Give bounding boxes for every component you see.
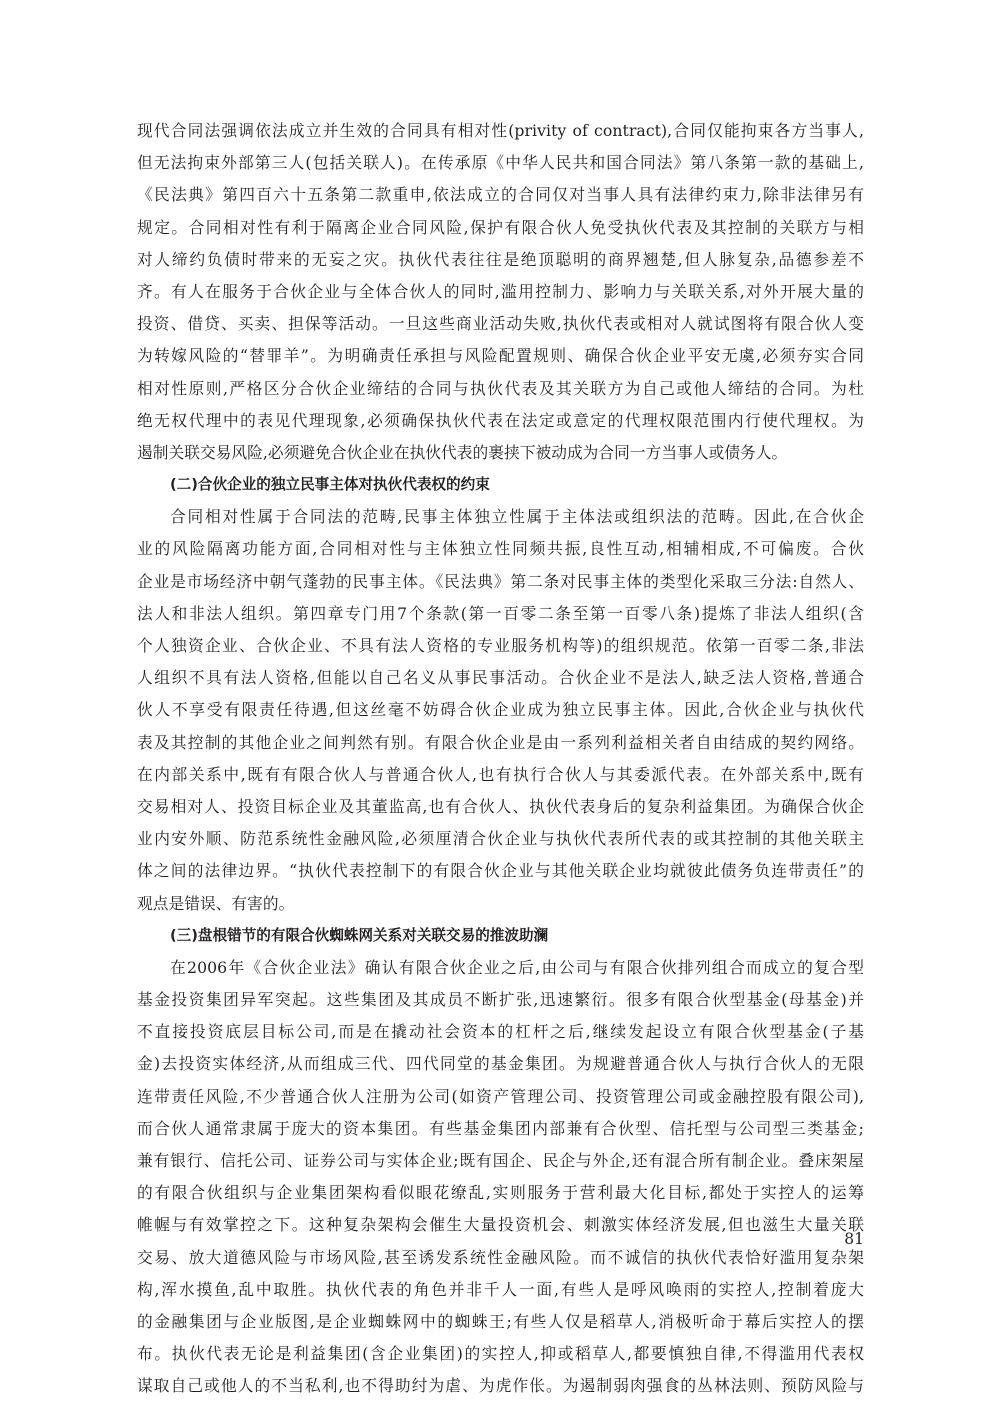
text-line: 帷幄与有效掌控之下。这种复杂架构会催生大量投资机会、刺激实体经济发展,但也滋生大量关联: [137, 1215, 864, 1235]
text-line: 金)去投资实体经济,从而组成三代、四代同堂的基金集团。为规避普通合伙人与执行合伙人的无限: [137, 1054, 864, 1074]
text-line: 业的风险隔离功能方面,合同相对性与主体独立性同频共振,良性互动,相辅相成,不可偏废。合伙: [137, 539, 864, 559]
text-line: 法人和非法人组织。第四章专门用7个条款(第一百零二条至第一百零八条)提炼了非法人组织(含: [137, 603, 864, 623]
text-line: 现代合同法强调依法成立并生效的合同具有相对性(privity of contract),合同仅能拘束各方当事人,: [137, 121, 864, 140]
text-line: 投资、借贷、买卖、担保等活动。一旦这些商业活动失败,执伙代表或相对人就试图将有限合伙人变: [137, 314, 864, 334]
text-line: 谋取自己或他人的不当私利,也不得助纣为虐、为虎作伥。为遏制弱肉强食的丛林法则、预防风险与: [137, 1376, 864, 1396]
section-heading-2: (二)合伙企业的独立民事主体对执伙代表权的约束: [170, 476, 490, 494]
page-number: 81: [844, 1230, 864, 1248]
text-line: 《民法典》第四百六十五条第二款重申,依法成立的合同仅对当事人具有法律约束力,除非法律另有: [137, 185, 864, 205]
text-line: 而合伙人通常隶属于庞大的资本集团。有些基金集团内部兼有合伙型、信托型与公司型三类基金;: [137, 1118, 864, 1138]
text-line: 的金融集团与企业版图,是企业蜘蛛网中的蜘蛛王;有些人仅是稻草人,消极听命于幕后实控人的摆: [137, 1311, 864, 1331]
text-line: 相对性原则,严格区分合伙企业缔结的合同与执伙代表及其关联方为自己或他人缔结的合同。为杜: [137, 378, 864, 398]
text-line: 个人独资企业、合伙企业、不具有法人资格的专业服务机构等)的组织规范。依第一百零二条,非法: [137, 636, 864, 655]
section-heading-3: (三)盘根错节的有限合伙蜘蛛网关系对关联交易的推波助澜: [170, 926, 549, 944]
text-line: 的有限合伙组织与企业集团架构看似眼花缭乱,实则服务于营利最大化目标,都处于实控人的运筹: [137, 1183, 864, 1203]
text-line: 布。执伙代表无论是利益集团(含企业集团)的实控人,抑或稻草人,都要慎独自律,不得滥用代表权: [137, 1344, 864, 1364]
text-line: 业内安外顺、防范系统性金融风险,必须厘清合伙企业与执伙代表所代表的或其控制的其他关联主: [137, 829, 864, 849]
text-line: 遏制关联交易风险,必须避免合伙企业在执伙代表的裹挟下被动成为合同一方当事人或债务人。: [137, 442, 788, 462]
text-line: 在2006年《合伙企业法》确认有限合伙企业之后,由公司与有限合伙排列组合而成立的复合型: [170, 957, 864, 977]
text-line: 基金投资集团异军突起。这些集团及其成员不断扩张,迅速繁衍。很多有限合伙型基金(母基金)并: [137, 990, 864, 1010]
paragraph-intro: [137, 115, 864, 1403]
text-line: 体之间的法律边界。“执伙代表控制下的有限合伙企业与其他关联企业均就彼此债务负连带责任”的: [137, 861, 864, 881]
text-line: 为转嫁风险的“替罪羊”。为明确责任承担与风险配置规则、确保合伙企业平安无虞,必须夯实合同: [137, 346, 864, 366]
text-line: 人组织不具有法人资格,但能以自己名义从事民事活动。合伙企业不是法人,缺乏法人资格,普通合: [137, 668, 864, 688]
text-line: 观点是错误、有害的。: [137, 893, 295, 913]
text-line: 合同相对性属于合同法的范畴,民事主体独立性属于主体法或组织法的范畴。因此,在合伙企: [170, 507, 864, 527]
text-line: 企业是市场经济中朝气蓬勃的民事主体。《民法典》第二条对民事主体的类型化采取三分法:自然人、: [137, 571, 864, 591]
text-line: 绝无权代理中的表见代理现象,必须确保执伙代表在法定或意定的代理权限范围内行使代理权。为: [137, 410, 864, 430]
text-line: 交易相对人、投资目标企业及其董监高,也有合伙人、执伙代表身后的复杂利益集团。为确保合伙企: [137, 796, 864, 816]
text-line: 连带责任风险,不少普通合伙人注册为公司(如资产管理公司、投资管理公司或金融控股有限公司),: [137, 1086, 864, 1106]
text-line: 构,浑水摸鱼,乱中取胜。执伙代表的角色并非千人一面,有些人是呼风唤雨的实控人,控制着庞大: [137, 1279, 864, 1299]
text-line: 但无法拘束外部第三人(包括关联人)。在传承原《中华人民共和国合同法》第八条第一款的基础上,: [137, 153, 864, 173]
text-line: 交易、放大道德风险与市场风险,甚至诱发系统性金融风险。而不诚信的执伙代表恰好滥用复杂架: [137, 1247, 864, 1267]
text-line: 表及其控制的其他企业之间判然有别。有限合伙企业是由一系列利益相关者自由结成的契约网络。: [137, 732, 864, 752]
text-line: 规定。合同相对性有利于隔离企业合同风险,保护有限合伙人免受执伙代表及其控制的关联方与相: [137, 217, 864, 237]
text-line: 不直接投资底层目标公司,而是在撬动社会资本的杠杆之后,继续发起设立有限合伙型基金(子基: [137, 1022, 864, 1042]
text-line: 齐。有人在服务于合伙企业与全体合伙人的同时,滥用控制力、影响力与关联关系,对外开展大量的: [137, 281, 864, 301]
text-line: 伙人不享受有限责任待遇,但这丝毫不妨碍合伙企业成为独立民事主体。因此,合伙企业与执伙代: [137, 700, 864, 720]
text-line: 兼有银行、信托公司、证券公司与实体企业;既有国企、民企与外企,还有混合所有制企业。叠床架屋: [137, 1151, 864, 1170]
text-line: 对人缔约负债时带来的无妄之灾。执伙代表往往是绝顶聪明的商界翘楚,但人脉复杂,品德参差不: [137, 249, 864, 269]
text-line: 在内部关系中,既有有限合伙人与普通合伙人,也有执行合伙人与其委派代表。在外部关系中,既有: [137, 764, 864, 784]
